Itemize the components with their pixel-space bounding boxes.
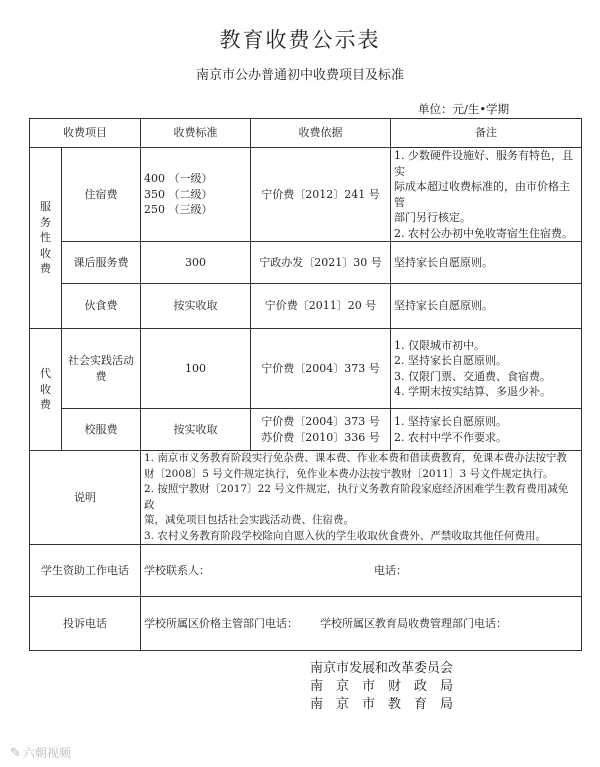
aid-phone-label: 学生资助工作电话 bbox=[30, 545, 141, 597]
category-agency: 代 收 费 bbox=[30, 329, 62, 451]
header-item: 收费项目 bbox=[30, 119, 141, 148]
table-header-row bbox=[30, 119, 582, 148]
remark-meals: 坚持家长自愿原则。 bbox=[391, 284, 582, 329]
standard-meals: 按实收取 bbox=[141, 284, 251, 329]
watermark-text: 六朝视频 bbox=[22, 746, 71, 760]
watermark bbox=[10, 744, 71, 761]
remark-uniform: 1. 坚持家长自愿原则。 2. 农村中学不作要求。 bbox=[391, 409, 582, 451]
header-standard: 收费标准 bbox=[141, 119, 251, 148]
basis-social-practice: 宁价费〔2004〕373 号 bbox=[251, 329, 391, 409]
item-accommodation: 住宿费 bbox=[62, 148, 141, 242]
signature-ndrc: 南京市发展和改革委员会 bbox=[310, 661, 454, 676]
table-row bbox=[30, 242, 582, 284]
notes-content: 1. 南京市义务教育阶段实行免杂费、课本费、作业本费和借读费教育，免课本费办法按宁教 财〔2008〕5 号文件规定执行，免作业本费办法按宁教财〔2011〕3 号文件规定执行。 2. 按照宁教财〔2017〕22 号文件规定，执行义务教育阶段家庭经济困难学生教育费用减免政 策，减免项目包括社会实践活动费、住宿费。 3. 农村义务教育阶段学校除向自愿入伙的学生收取伙食费外、严禁收取其他任何费用。 bbox=[141, 451, 582, 545]
notes-label: 说明 bbox=[30, 451, 141, 545]
table-row bbox=[30, 284, 582, 329]
standard-social-practice: 100 bbox=[141, 329, 251, 409]
item-social-practice: 社会实践活动费 bbox=[62, 329, 141, 409]
page-title: 教育收费公示表 bbox=[219, 28, 381, 52]
signature-education: 南 京 市 教 育 局 bbox=[310, 697, 454, 712]
table-row bbox=[30, 329, 582, 409]
complaint-price-dept: 学校所属区价格主管部门电话： bbox=[144, 616, 298, 630]
signature-finance: 南 京 市 财 政 局 bbox=[310, 679, 454, 694]
remark-social-practice: 1. 仅限城市初中。 2. 坚持家长自愿原则。 3. 仅限门票、交通费、食宿费。 4. 学期末按实结算、多退少补。 bbox=[391, 329, 582, 409]
category-service: 服 务 性 收 费 bbox=[30, 148, 62, 329]
item-uniform: 校服费 bbox=[62, 409, 141, 451]
item-meals: 伙食费 bbox=[62, 284, 141, 329]
aid-contact-label: 学校联系人： bbox=[144, 563, 210, 577]
table-row bbox=[30, 409, 582, 451]
table-row bbox=[30, 148, 582, 242]
aid-phone-label-text: 电话： bbox=[374, 563, 407, 577]
complaint-content bbox=[141, 597, 582, 651]
basis-uniform: 宁价费〔2004〕373 号 苏价费〔2010〕336 号 bbox=[251, 409, 391, 451]
standard-accommodation: 400 （一级） 350 （二级） 250 （三级） bbox=[141, 148, 251, 242]
signatures bbox=[310, 660, 453, 714]
fee-table bbox=[29, 118, 582, 651]
basis-meals: 宁价费〔2011〕20 号 bbox=[251, 284, 391, 329]
standard-after-school: 300 bbox=[141, 242, 251, 284]
unit-label: 单位：元/生•学期 bbox=[418, 102, 510, 116]
notes-row bbox=[30, 451, 582, 545]
remark-after-school: 坚持家长自愿原则。 bbox=[391, 242, 582, 284]
standard-uniform: 按实收取 bbox=[141, 409, 251, 451]
aid-phone-row bbox=[30, 545, 582, 597]
complaint-row bbox=[30, 597, 582, 651]
complaint-edu-dept: 学校所属区教育局收费管理部门电话： bbox=[320, 616, 507, 630]
header-basis: 收费依据 bbox=[251, 119, 391, 148]
item-after-school: 课后服务费 bbox=[62, 242, 141, 284]
complaint-label: 投诉电话 bbox=[30, 597, 141, 651]
page-subtitle: 南京市公办普通初中收费项目及标准 bbox=[195, 68, 404, 83]
header-remark: 备注 bbox=[391, 119, 582, 148]
aid-phone-content bbox=[141, 545, 582, 597]
basis-accommodation: 宁价费〔2012〕241 号 bbox=[251, 148, 391, 242]
basis-after-school: 宁政办发〔2021〕30 号 bbox=[251, 242, 391, 284]
remark-accommodation: 1. 少数硬件设施好、服务有特色，且实 际成本超过收费标准的，由市价格主管 部门另行核定。 2. 农村公办初中免收寄宿生住宿费。 bbox=[391, 148, 582, 242]
pen-icon: ✎ bbox=[10, 746, 21, 761]
